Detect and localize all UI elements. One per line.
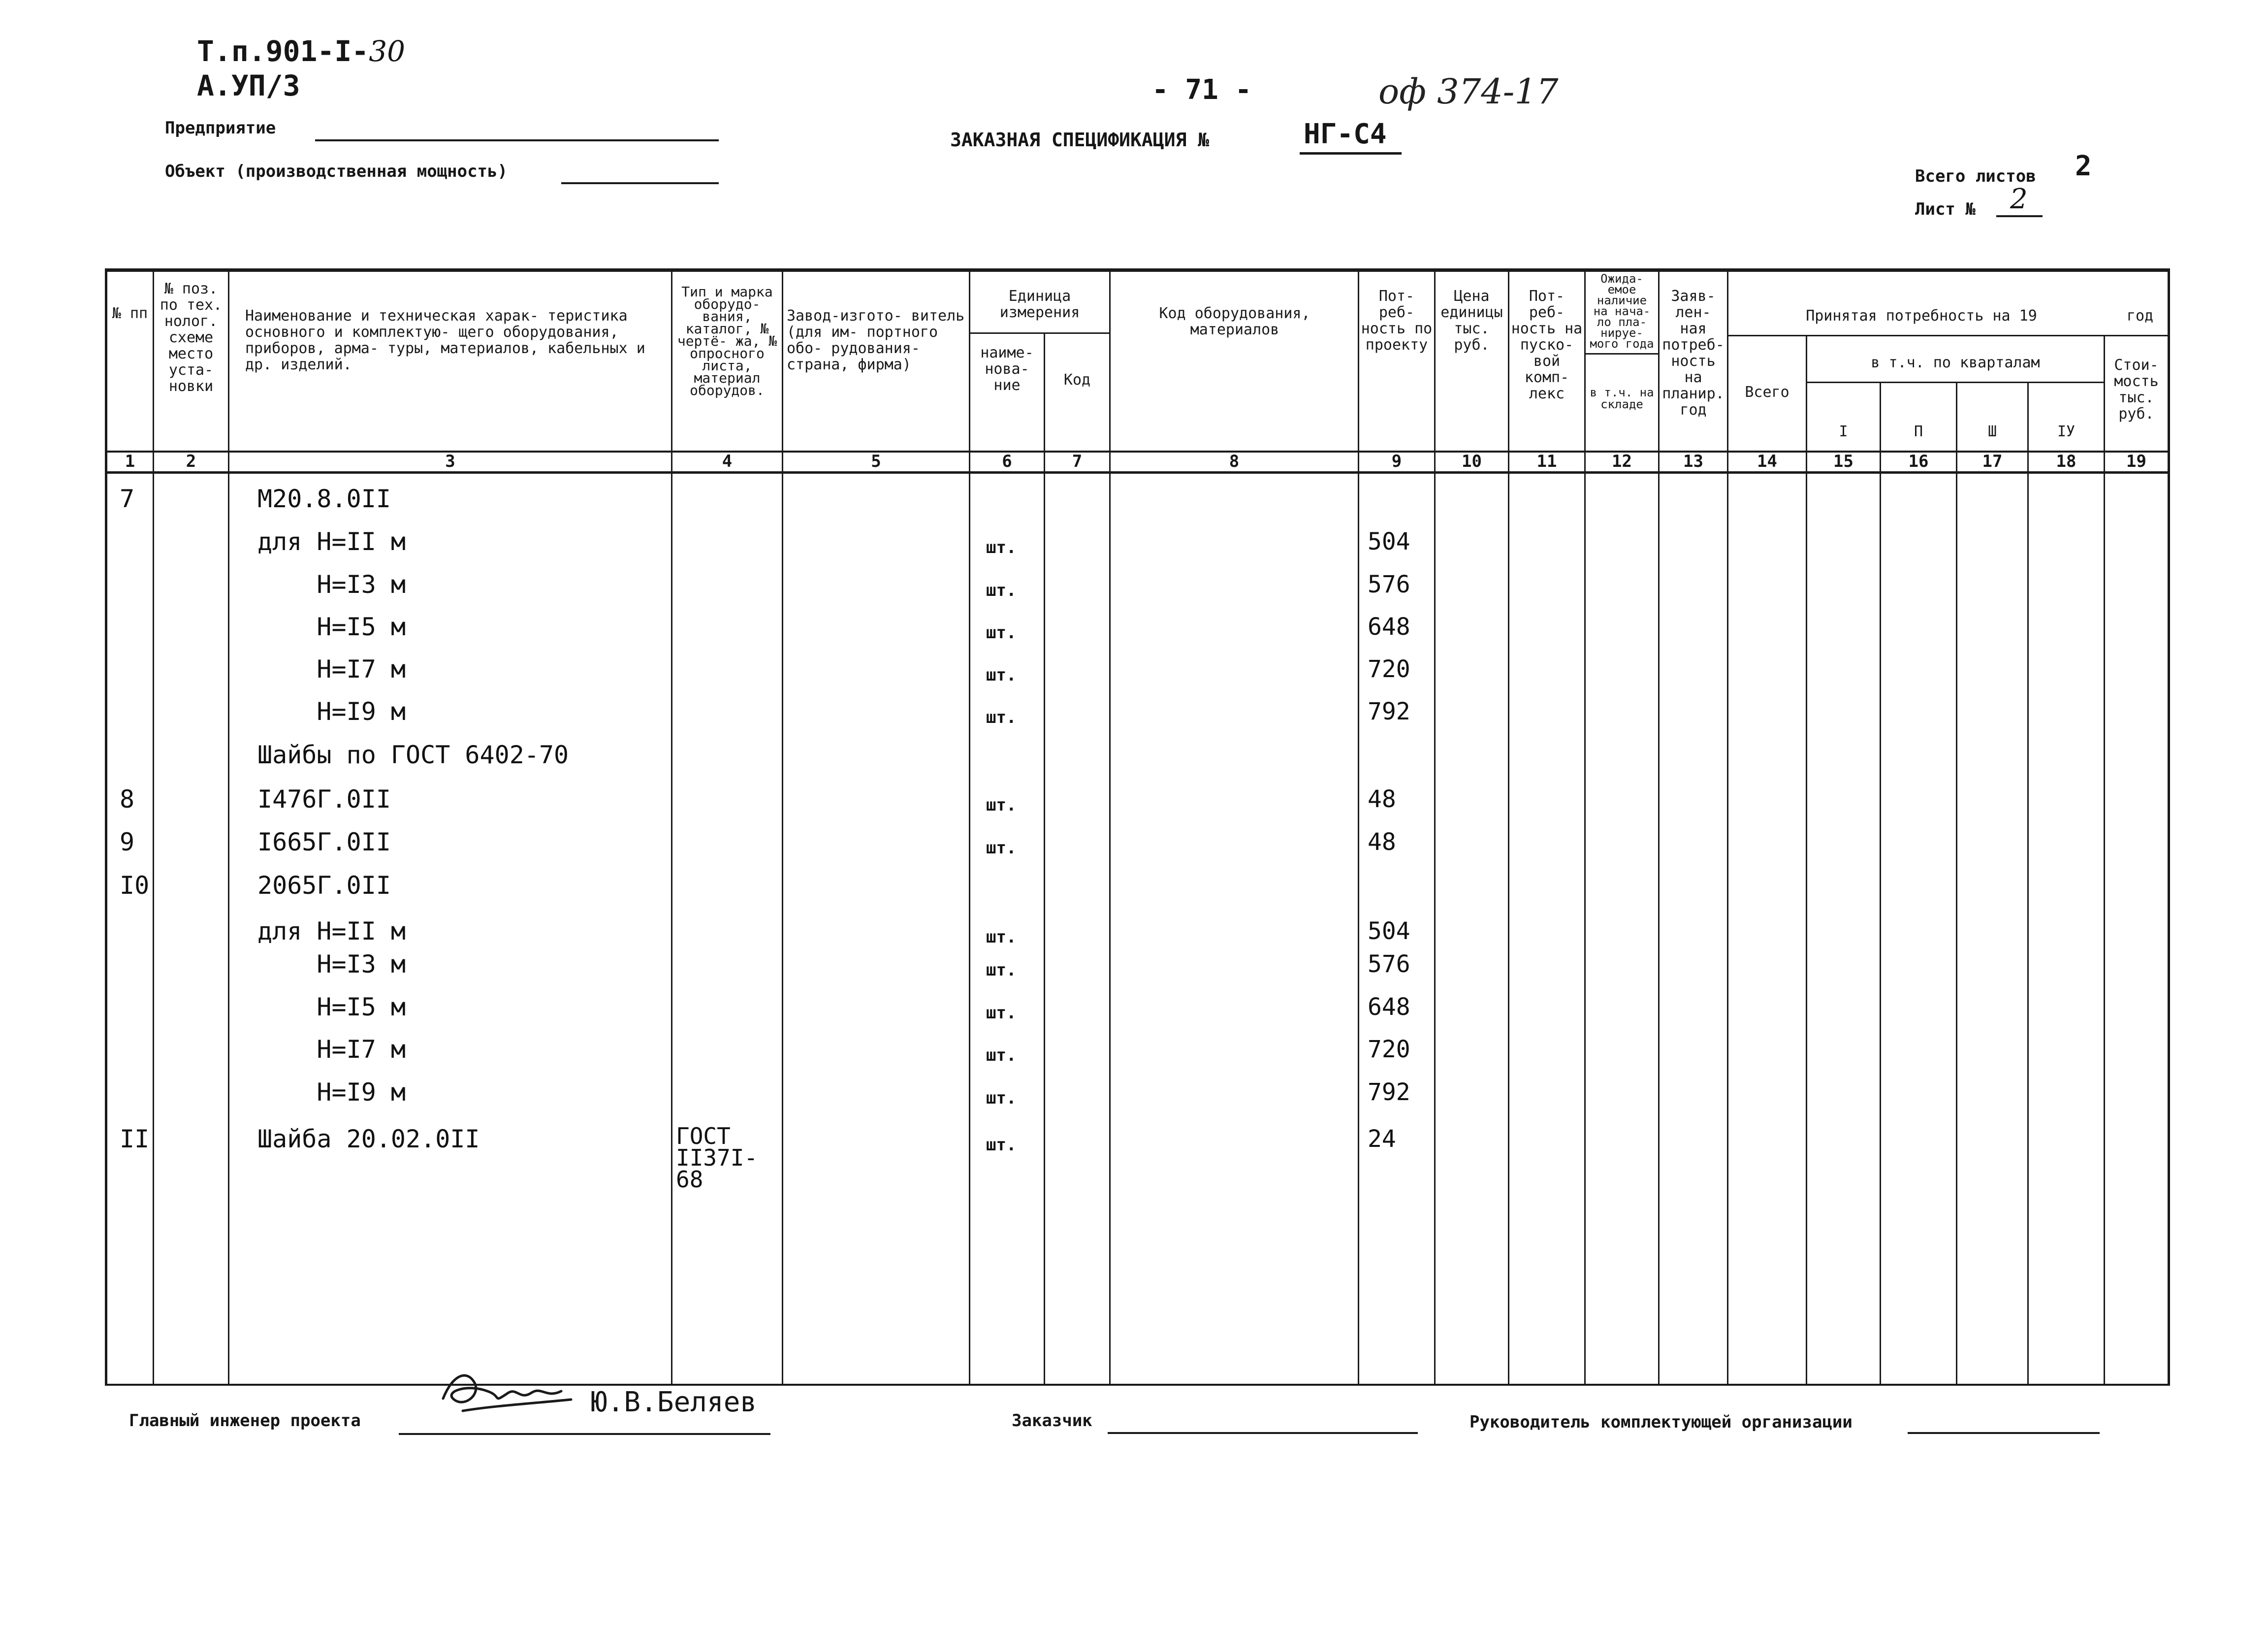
col-border-1 [153, 268, 154, 1386]
col-border-13 [1727, 268, 1728, 1386]
header-unit-price: Цена единицы тыс. руб. [1440, 288, 1503, 354]
row-6-name: Н=I9 м [257, 697, 406, 726]
column-number-16: 16 [1908, 452, 1929, 471]
enterprise-label: Предприятие [165, 118, 276, 138]
row-2-unit: шт. [986, 538, 1017, 557]
column-number-14: 14 [1757, 452, 1777, 471]
unit-group-line [969, 332, 1109, 334]
column-number-6: 6 [1002, 452, 1012, 471]
page-number: - 71 - [1152, 74, 1252, 106]
col-border-2 [228, 268, 229, 1386]
column-number-10: 10 [1462, 452, 1482, 471]
col-border-6 [1044, 332, 1045, 1386]
spec-number: НГ-С4 [1300, 118, 1402, 155]
col-border-9 [1434, 268, 1436, 1386]
row-2-name: для Н=II м [257, 527, 406, 556]
row-16-name: Шайба 20.02.0II [257, 1125, 480, 1153]
header-accepted-group: Принятая потребность на 19 [1806, 307, 2037, 325]
col-border-4 [782, 268, 783, 1386]
header-pp: № пп [112, 305, 148, 322]
row-16-pp: II [120, 1125, 150, 1153]
supplier-head-label: Руководитель комплектующей организации [1469, 1412, 1853, 1432]
header-declared-need: Заяв- лен- ная потреб- ность на планир. год [1662, 288, 1725, 419]
specification-table [105, 268, 2170, 1384]
header-equipment-code: Код оборудования, материалов [1159, 305, 1310, 338]
row-8-name: I476Г.0II [257, 785, 391, 814]
table-bottom-border [105, 1384, 2170, 1386]
row-9-name: I665Г.0II [257, 828, 391, 856]
header-type: Тип и марка оборудо- вания, каталог, № чертё- жа, № опросного листа, материал оборудов. [677, 284, 777, 398]
header-unit-code: Код [1063, 371, 1091, 389]
col-border-12 [1658, 268, 1660, 1386]
column-number-13: 13 [1683, 452, 1703, 471]
spec-title: ЗАКАЗНАЯ СПЕЦИФИКАЦИЯ № [950, 129, 1210, 151]
header-q1: I [1839, 423, 1848, 440]
signature [433, 1364, 581, 1418]
row-2-qty: 504 [1368, 528, 1410, 555]
document-code: Т.п.901-I-30 [197, 34, 406, 68]
row-15-qty: 792 [1368, 1078, 1410, 1106]
chief-engineer-name: Ю.В.Беляев [591, 1386, 757, 1418]
row-8-qty: 48 [1368, 785, 1396, 813]
col-border-19 [2168, 268, 2170, 1386]
header-manufacturer: Завод-изгото- витель (для им- портного обо- рудования- страна, фирма) [787, 307, 965, 373]
object-label: Объект (производственная мощность) [165, 162, 508, 181]
column-number-17: 17 [1982, 452, 2003, 471]
column-number-11: 11 [1536, 452, 1557, 471]
row-12-qty: 576 [1368, 950, 1410, 978]
col-border-14 [1806, 335, 1807, 1386]
column-number-5: 5 [871, 452, 881, 471]
chief-engineer-label: Главный инженер проекта [129, 1411, 361, 1431]
customer-label: Заказчик [1012, 1411, 1092, 1431]
row-5-qty: 720 [1368, 655, 1410, 683]
row-9-unit: шт. [986, 838, 1017, 858]
row-1-pp: 7 [120, 485, 135, 513]
document-code-handwritten: 30 [369, 34, 406, 68]
total-sheets-label: Всего листов [1915, 166, 2036, 186]
col-border-5 [969, 268, 970, 1386]
column-number-15: 15 [1833, 452, 1853, 471]
col-border-7 [1109, 268, 1111, 1386]
col-border-15 [1880, 382, 1881, 1386]
header-unit-name: наиме- нова- ние [980, 344, 1034, 394]
row-5-unit: шт. [986, 665, 1017, 685]
row-13-name: Н=I5 м [257, 993, 406, 1021]
header-expected-stock: Ожида- емое наличие на нача- ло пла- нируе- мого года [1590, 272, 1654, 351]
quarters-group-line [1806, 382, 2104, 383]
col-border-18 [2104, 335, 2105, 1386]
header-q4: IУ [2057, 423, 2076, 440]
sheet-label: Лист № [1915, 199, 1976, 219]
column-number-8: 8 [1229, 452, 1240, 471]
row-12-name: Н=I3 м [257, 950, 406, 978]
column-number-19: 19 [2126, 452, 2146, 471]
row-3-name: Н=I3 м [257, 570, 406, 599]
row-8-pp: 8 [120, 785, 135, 814]
row-13-unit: шт. [986, 1003, 1017, 1023]
object-field [561, 182, 719, 184]
chief-engineer-line [399, 1433, 770, 1435]
col-border-17 [2027, 382, 2029, 1386]
row-1-name: М20.8.0II [257, 485, 391, 513]
col-border-11 [1584, 268, 1586, 1386]
col-border-16 [1956, 382, 1957, 1386]
col-border-10 [1508, 268, 1509, 1386]
col-border-8 [1358, 268, 1359, 1386]
row-3-unit: шт. [986, 581, 1017, 600]
album-code: А.УП/3 [197, 69, 300, 102]
header-year: год [2126, 307, 2154, 325]
supplier-head-line [1908, 1432, 2100, 1434]
row-12-unit: шт. [986, 960, 1017, 980]
column-number-18: 18 [2056, 452, 2076, 471]
header-startup-need: Пот- реб- ность на пуско- вой комп- лекс [1511, 288, 1583, 402]
row-6-unit: шт. [986, 708, 1017, 727]
header-q3: Ш [1987, 423, 1997, 440]
row-4-name: Н=I5 м [257, 613, 406, 641]
column-number-1: 1 [125, 452, 135, 471]
column-number-9: 9 [1391, 452, 1402, 471]
header-project-need: Пот- реб- ность по проекту [1361, 288, 1433, 354]
column-number-2: 2 [186, 452, 196, 471]
header-warehouse: в т.ч. на складе [1590, 386, 1654, 411]
row-7-name: Шайбы по ГОСТ 6402-70 [257, 741, 569, 769]
row-13-qty: 648 [1368, 993, 1410, 1021]
row-8-unit: шт. [986, 795, 1017, 815]
row-15-unit: шт. [986, 1088, 1017, 1108]
row-4-unit: шт. [986, 623, 1017, 643]
row-14-unit: шт. [986, 1045, 1017, 1065]
header-unit-group: Единица измерения [999, 288, 1080, 321]
row-14-name: Н=I7 м [257, 1035, 406, 1064]
row-14-qty: 720 [1368, 1036, 1410, 1063]
table-top-border [105, 268, 2170, 272]
column-number-7: 7 [1072, 452, 1083, 471]
row-10-pp: I0 [120, 871, 150, 900]
row-11-name: для Н=II м [257, 917, 406, 945]
row-10-name: 2065Г.0II [257, 871, 391, 900]
header-quarters-group: в т.ч. по кварталам [1871, 354, 2040, 371]
customer-line [1108, 1432, 1418, 1434]
row-11-qty: 504 [1368, 917, 1410, 945]
column-number-3: 3 [445, 452, 455, 471]
row-3-qty: 576 [1368, 571, 1410, 598]
row-15-name: Н=I9 м [257, 1078, 406, 1107]
row-16-unit: шт. [986, 1135, 1017, 1155]
row-11-unit: шт. [986, 927, 1017, 947]
header-position: № поз. по тех. нолог. схеме место уста- новки [160, 280, 223, 395]
column-number-divider [105, 471, 2170, 474]
row-9-qty: 48 [1368, 828, 1396, 856]
row-16-type: ГОСТ II37I-68 [676, 1123, 758, 1193]
row-9-pp: 9 [120, 828, 135, 856]
header-name: Наименование и техническая харак- теристика основного и комплектую- щего оборудования, приборов, арма- туры, материалов, кабельных и др. изделий. [245, 307, 645, 373]
warehouse-sub-line [1584, 353, 1658, 355]
row-6-qty: 792 [1368, 698, 1410, 725]
archive-mark: оф 374-17 [1378, 71, 1559, 112]
row-4-qty: 648 [1368, 613, 1410, 641]
column-number-12: 12 [1612, 452, 1632, 471]
header-cost: Стои- мость тыс. руб. [2114, 357, 2159, 423]
header-total: Всего [1745, 384, 1789, 401]
col-border-0 [105, 268, 107, 1386]
enterprise-field [315, 139, 719, 141]
row-5-name: Н=I7 м [257, 655, 406, 684]
column-number-4: 4 [722, 452, 733, 471]
total-sheets-value: 2 [2075, 150, 2092, 182]
row-16-qty: 24 [1368, 1125, 1396, 1153]
col-border-3 [671, 268, 672, 1386]
sheet-value: 2 [1996, 183, 2043, 217]
header-q2: П [1914, 423, 1923, 440]
